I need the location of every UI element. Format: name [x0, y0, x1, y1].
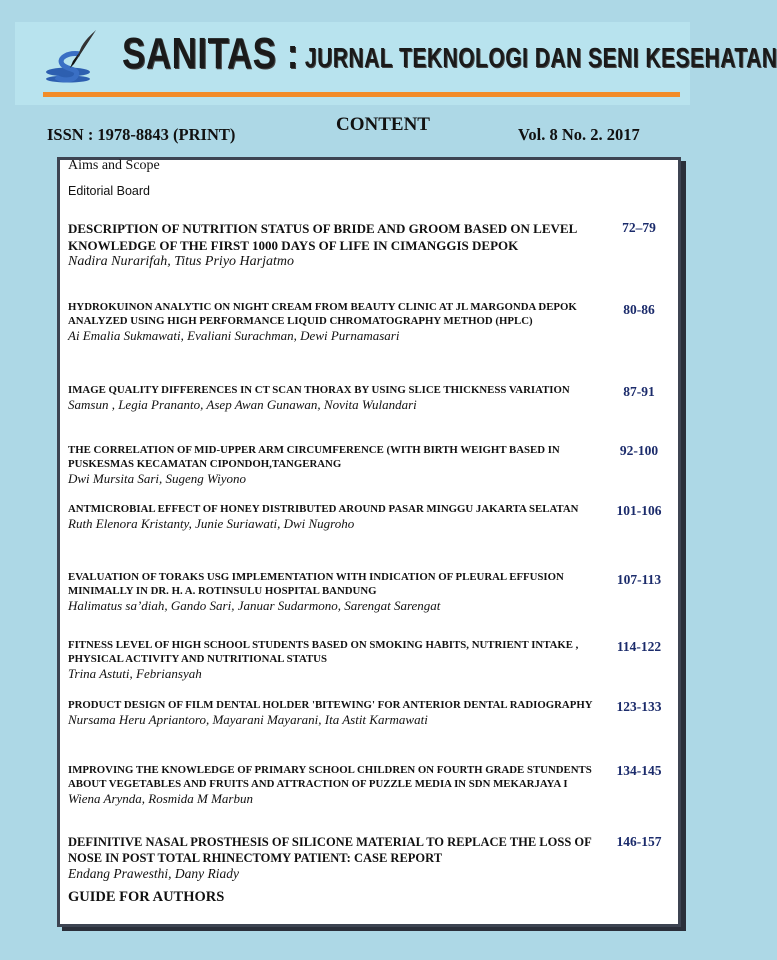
article-title: DEFINITIVE NASAL PROSTHESIS OF SILICONE MATERIAL TO REPLACE THE LOSS OF NOSE IN POST TOTAL RHINECTOMY PATIENT: CASE REPORT: [68, 835, 592, 865]
article-title: ANTMICROBIAL EFFECT OF HONEY DISTRIBUTED AROUND PASAR MINGGU JAKARTA SELATAN: [68, 503, 579, 515]
article-title: HYDROKUINON ANALYTIC ON NIGHT CREAM FROM BEAUTY CLINIC AT JL MARGONDA DEPOK ANALYZED USING HIGH PERFORMANCE LIQUID CHROMATOGRAPHY METHOD (HPLC): [68, 301, 577, 327]
article-authors: Ruth Elenora Kristanty, Junie Suriawati, Dwi Nugroho: [68, 516, 355, 531]
article-pages-3: 87-91: [623, 384, 655, 399]
contents-box: [57, 157, 681, 927]
article-authors: Ai Emalia Sukmawati, Evaliani Surachman, Dewi Purnamasari: [68, 328, 400, 343]
volume-label: Vol. 8 No. 2. 2017: [518, 125, 640, 144]
quill-logo-icon: [40, 28, 102, 84]
article-authors: Trina Astuti, Febriansyah: [68, 666, 202, 681]
journal-name: SANITAS :: [122, 29, 299, 78]
aims-and-scope-item[interactable]: Aims and Scope: [68, 158, 160, 173]
issn-label: ISSN : 1978-8843 (PRINT): [47, 125, 236, 144]
content-heading: CONTENT: [336, 114, 430, 135]
article-pages-8: 123-133: [616, 699, 662, 714]
article-title: THE CORRELATION OF MID-UPPER ARM CIRCUMFERENCE (WITH BIRTH WEIGHT BASED IN PUSKESMAS KECAMATAN CIPONDOH,TANGERANG: [68, 444, 560, 470]
article-authors: Nursama Heru Apriantoro, Mayarani Mayarani, Ita Astit Karmawati: [68, 712, 428, 727]
article-entry-9[interactable]: [68, 763, 598, 807]
article-entry-8[interactable]: [68, 698, 598, 728]
article-entry-2[interactable]: [68, 300, 598, 344]
article-entry-4[interactable]: [68, 443, 598, 487]
article-pages-6: 107-113: [616, 572, 662, 587]
journal-subtitle: JURNAL TEKNOLOGI DAN SENI KESEHATAN: [304, 43, 777, 74]
article-pages-1: 72–79: [622, 220, 656, 235]
article-authors: Dwi Mursita Sari, Sugeng Wiyono: [68, 471, 247, 486]
article-authors: Samsun , Legia Prananto, Asep Awan Gunawan, Novita Wulandari: [68, 397, 417, 412]
article-pages-9: 134-145: [616, 763, 662, 778]
article-pages-5: 101-106: [616, 503, 662, 518]
article-title: EVALUATION OF TORAKS USG IMPLEMENTATION WITH INDICATION OF PLEURAL EFFUSION MINIMALLY IN DR. H. A. ROTINSULU HOSPITAL BANDUNG: [68, 571, 564, 597]
article-entry-5[interactable]: [68, 502, 598, 532]
editorial-board-item[interactable]: Editorial Board: [68, 184, 150, 198]
article-authors: Halimatus sa’diah, Gando Sari, Januar Sudarmono, Sarengat Sarengat: [68, 598, 441, 613]
article-entry-10[interactable]: [68, 834, 608, 882]
article-title: IMPROVING THE KNOWLEDGE OF PRIMARY SCHOOL CHILDREN ON FOURTH GRADE STUNDENTS ABOUT VEGETABLES AND FRUITS AND ATTRACTION OF PUZZLE MEDIA IN SDN MEKARJAYA I: [68, 764, 592, 790]
guide-for-authors-item[interactable]: GUIDE FOR AUTHORS: [68, 889, 225, 905]
article-authors: Nadira Nurarifah, Titus Priyo Harjatmo: [68, 254, 294, 269]
article-entry-1[interactable]: [68, 220, 598, 270]
article-pages-7: 114-122: [616, 639, 662, 654]
article-pages-2: 80-86: [623, 302, 655, 317]
journal-title: [122, 29, 777, 78]
article-authors: Endang Prawesthi, Dany Riady: [68, 866, 239, 881]
article-authors: Wiena Arynda, Rosmida M Marbun: [68, 791, 253, 806]
article-entry-3[interactable]: [68, 383, 598, 413]
article-pages-4: 92-100: [619, 443, 659, 458]
article-title: DESCRIPTION OF NUTRITION STATUS OF BRIDE AND GROOM BASED ON LEVEL KNOWLEDGE OF THE FIRST 1000 DAYS OF LIFE IN CIMANGGIS DEPOK: [68, 221, 577, 253]
header-divider: [43, 92, 680, 97]
article-title: PRODUCT DESIGN OF FILM DENTAL HOLDER 'BITEWING' FOR ANTERIOR DENTAL RADIOGRAPHY: [68, 699, 593, 711]
article-title: FITNESS LEVEL OF HIGH SCHOOL STUDENTS BASED ON SMOKING HABITS, NUTRIENT INTAKE , PHYSICAL ACTIVITY AND NUTRITIONAL STATUS: [68, 639, 579, 665]
article-entry-6[interactable]: [68, 570, 598, 614]
article-title: IMAGE QUALITY DIFFERENCES IN CT SCAN THORAX BY USING SLICE THICKNESS VARIATION: [68, 384, 570, 396]
article-entry-7[interactable]: [68, 638, 598, 682]
article-pages-10: 146-157: [616, 834, 662, 849]
